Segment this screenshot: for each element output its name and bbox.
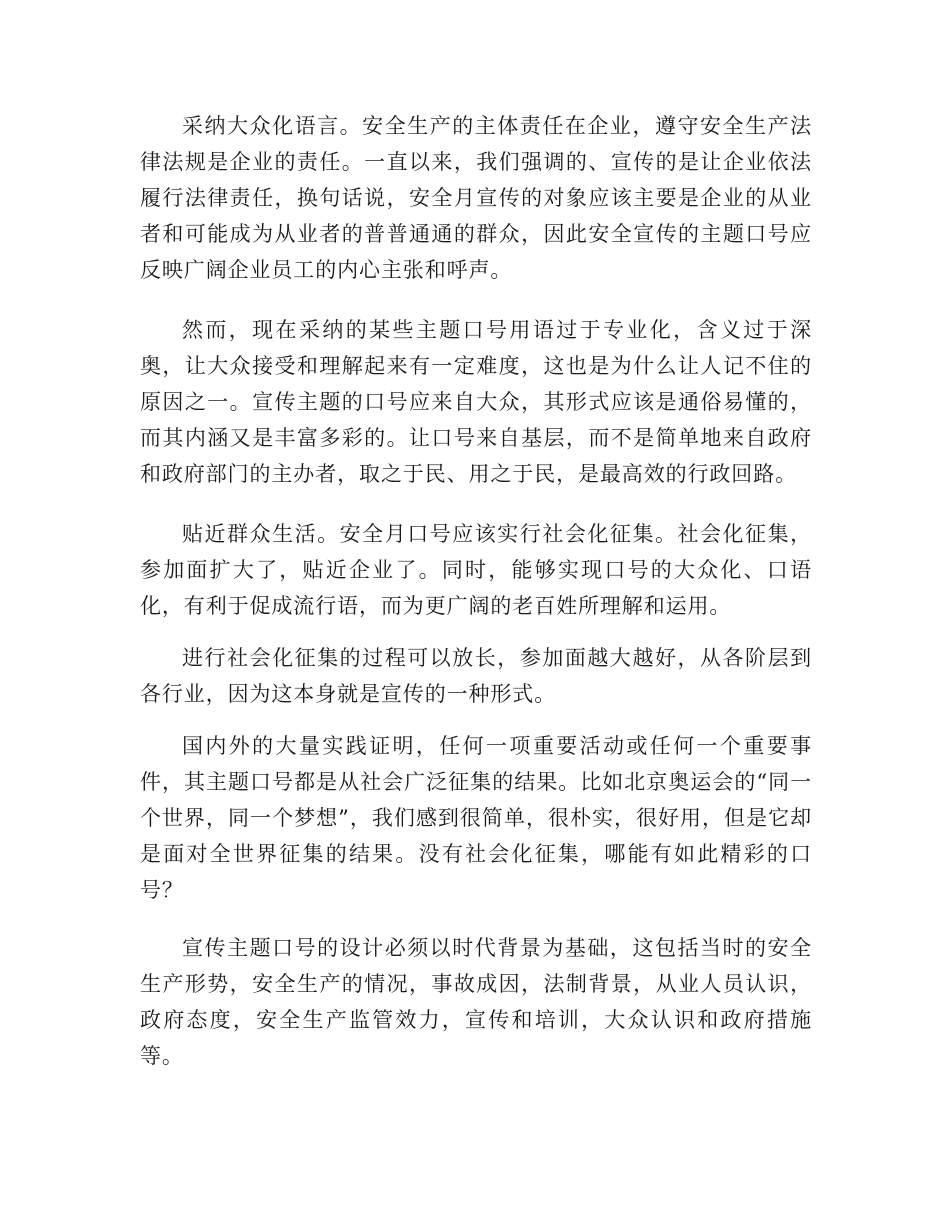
paragraph-4: 进行社会化征集的过程可以放长，参加面越大越好，从各阶层到各行业，因为这本身就是宣传的一种形式。 [140,646,812,706]
paragraph-2: 然而，现在采纳的某些主题口号用语过于专业化，含义过于深奥，让大众接受和理解起来有一定难度，这也是为什么让人记不住的原因之一。宣传主题的口号应来自大众，其形式应该是通俗易懂的，而其内涵又是丰富多彩的。让口号来自基层，而不是简单地来自政府和政府部门的主办者，取之于民、用之于民，是最高效的行政回路。 [140,318,812,486]
paragraph-5: 国内外的大量实践证明，任何一项重要活动或任何一个重要事件，其主题口号都是从社会广泛征集的结果。比如北京奥运会的“同一个世界，同一个梦想”，我们感到很简单，很朴实，很好用，但是它却是面对全世界征集的结果。没有社会化征集，哪能有如此精彩的口号？ [140,734,812,902]
paragraph-6: 宣传主题口号的设计必须以时代背景为基础，这包括当时的安全生产形势，安全生产的情况，事故成因，法制背景，从业人员认识，政府态度，安全生产监管效力，宣传和培训，大众认识和政府措施等。 [140,936,812,1068]
document-body [140,108,812,1098]
paragraph-3: 贴近群众生活。安全月口号应该实行社会化征集。社会化征集，参加面扩大了，贴近企业了。同时，能够实现口号的大众化、口语化，有利于促成流行语，而为更广阔的老百姓所理解和运用。 [140,522,812,618]
paragraph-1: 采纳大众化语言。安全生产的主体责任在企业，遵守安全生产法律法规是企业的责任。一直以来，我们强调的、宣传的是让企业依法履行法律责任，换句话说，安全月宣传的对象应该主要是企业的从业者和可能成为从业者的普普通通的群众，因此安全宣传的主题口号应反映广阔企业员工的内心主张和呼声。 [140,114,812,282]
